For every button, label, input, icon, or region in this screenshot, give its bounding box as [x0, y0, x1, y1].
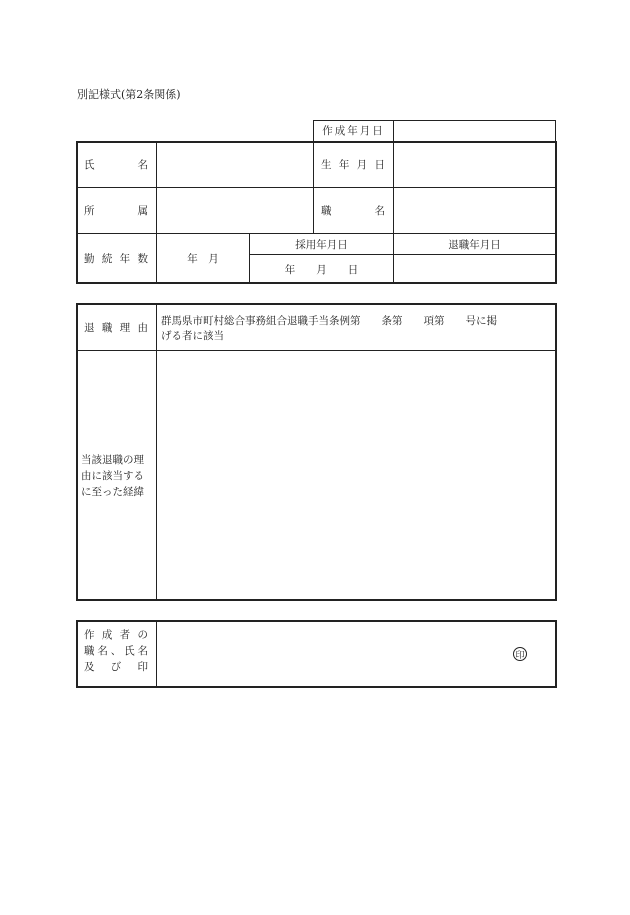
position-label: 職 名 — [321, 205, 385, 217]
affiliation-label: 所 属 — [84, 205, 148, 217]
position-field[interactable] — [394, 188, 555, 233]
seal-icon: 印 — [513, 647, 527, 661]
service-years-field[interactable]: 年 月 — [187, 253, 219, 265]
retire-date-label: 退職年月日 — [448, 238, 501, 251]
name-label: 氏 名 — [84, 159, 148, 171]
retire-date-field[interactable] — [394, 255, 555, 283]
hire-date-field[interactable]: 年 月 日 — [284, 263, 359, 276]
hire-date-label: 採用年月日 — [295, 238, 348, 251]
name-field[interactable] — [157, 142, 313, 187]
birthdate-field[interactable] — [394, 142, 555, 187]
form-title: 別記様式(第2条関係) — [77, 88, 181, 101]
reason-text[interactable]: 群馬県市町村総合事務組合退職手当条例第 条第 項第 号に掲 げる者に該当 — [161, 315, 497, 342]
birthdate-label: 生 年 月 日 — [321, 159, 385, 171]
circumstances-field[interactable] — [157, 351, 555, 600]
affiliation-field[interactable] — [157, 188, 313, 233]
circumstances-label: 当該退職の理由に該当するに至った経緯 — [81, 453, 144, 498]
service-years-label: 勤 続 年 数 — [84, 253, 148, 265]
creator-field[interactable] — [157, 621, 555, 687]
creator-label: 作 成 者 の 職 名 、 氏 名 及 び 印 — [84, 629, 148, 673]
reason-label: 退 職 理 由 — [84, 321, 148, 334]
creation-date-label: 作成年月日 — [322, 125, 385, 137]
creation-date-field[interactable] — [394, 120, 555, 141]
